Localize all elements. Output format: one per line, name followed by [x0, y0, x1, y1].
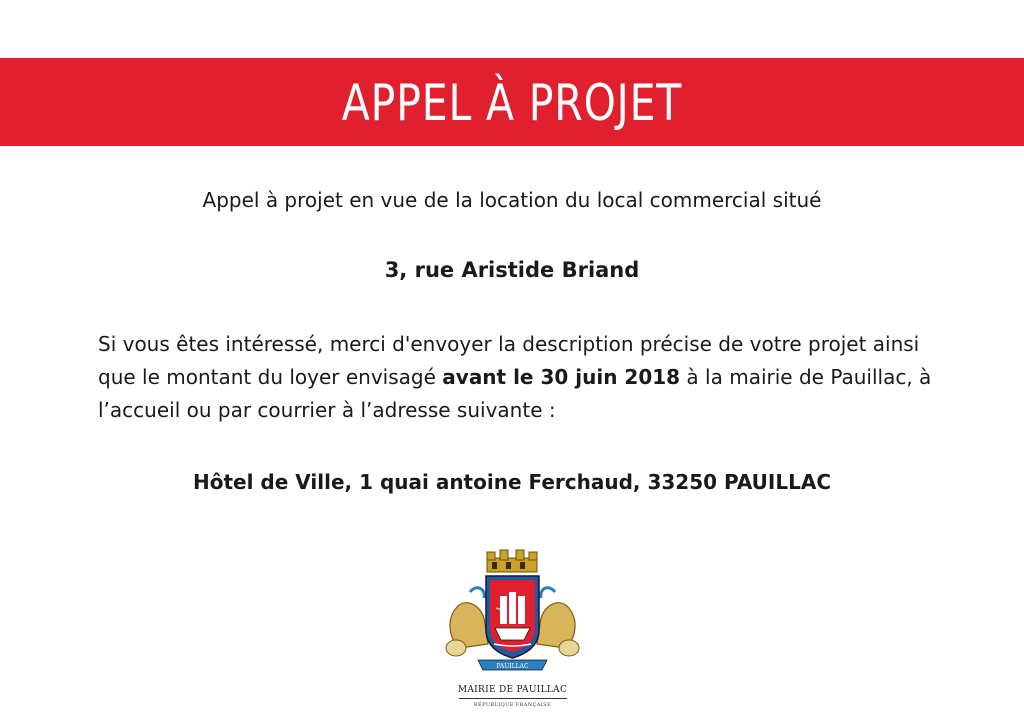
pauillac-coat-of-arms-icon [440, 548, 585, 678]
right-cornucopia-icon [537, 588, 579, 656]
property-address: 3, rue Aristide Briand [384, 258, 640, 282]
ribbon-label: PAUILLAC [496, 663, 529, 670]
mairie-signature [440, 684, 585, 709]
body-text-part1: Si vous êtes intéressé, merci d'envoyer la description précise de votre projet ainsi que le montant du loyer envisagé [98, 332, 920, 389]
deadline-text: avant le 30 juin 2018 [442, 365, 681, 389]
intro-text: Appel à projet en vue de la location du local commercial situé [202, 188, 822, 212]
body-text-part2: à la mairie de Pauillac, à l’accueil ou par courrier à l’adresse suivante : [98, 365, 932, 422]
crown-icon [487, 550, 537, 572]
shield-icon [486, 576, 539, 658]
page-title: APPEL À PROJET [341, 74, 683, 132]
town-hall-address: Hôtel de Ville, 1 quai antoine Ferchaud, 33250 PAUILLAC [192, 470, 832, 494]
title-banner [0, 58, 1024, 146]
mairie-subtitle: RÉPUBLIQUE FRANÇAISE [473, 702, 552, 708]
left-cornucopia-icon [446, 588, 488, 656]
ribbon-icon [478, 660, 547, 670]
mairie-name: MAIRIE DE PAUILLAC [457, 685, 568, 695]
mairie-divider [459, 698, 567, 699]
body-paragraph [98, 328, 948, 427]
